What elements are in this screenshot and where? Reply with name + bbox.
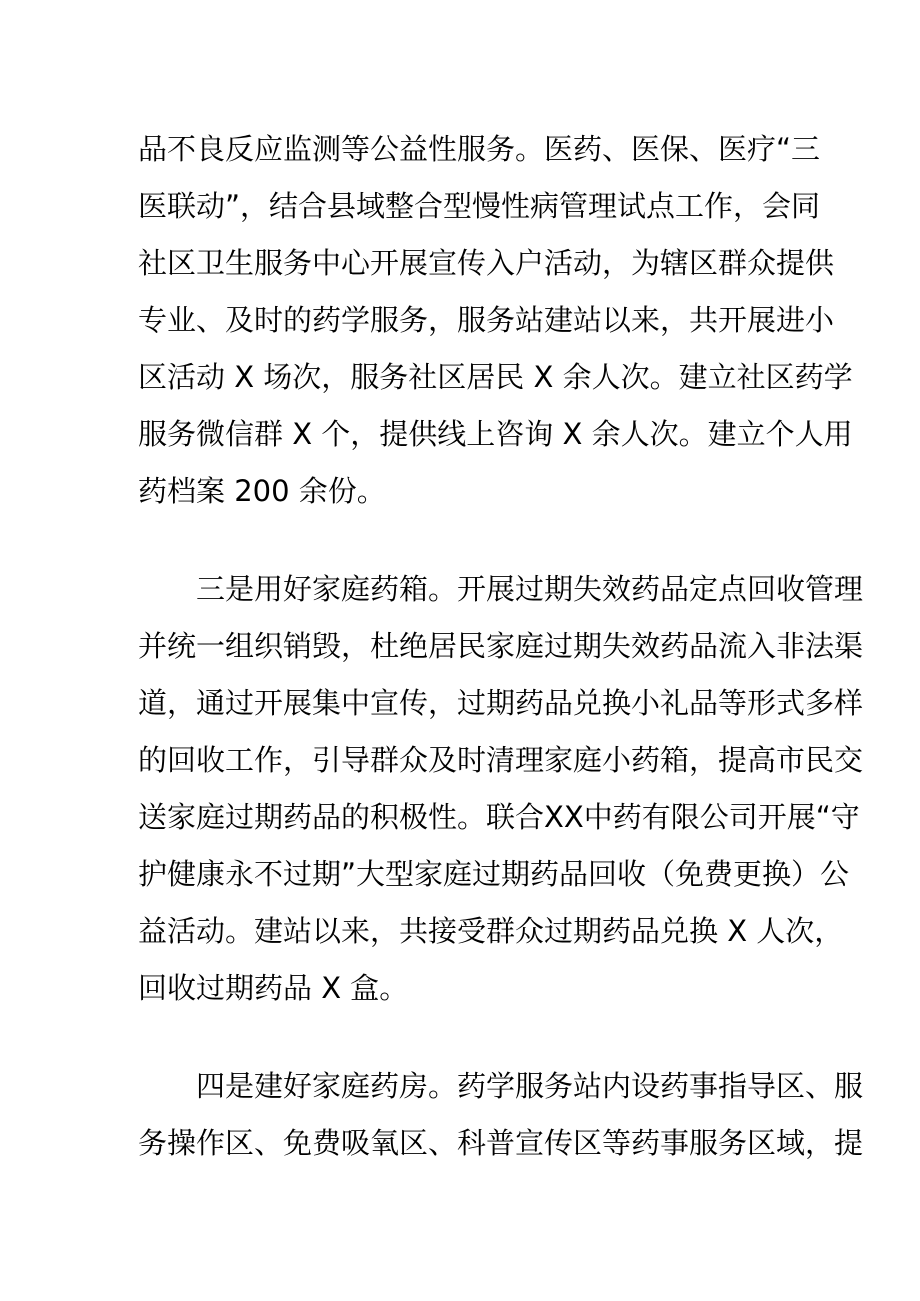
text-line: 三是用好家庭药箱。开展过期失效药品定点回收管理 (196, 572, 864, 606)
text-line: 益活动。建站以来，共接受群众过期药品兑换 X 人次， (138, 914, 844, 948)
text-line: 专业、及时的药学服务，服务站建站以来，共开展进小 (138, 303, 835, 337)
text-line: 服务微信群 X 个，提供线上咨询 X 余人次。建立个人用 (138, 417, 853, 451)
text-line: 送家庭过期药品的积极性。联合XX中药有限公司开展“守 (138, 800, 860, 834)
text-line: 四是建好家庭药房。药学服务站内设药事指导区、服 (196, 1069, 864, 1103)
text-line: 区活动 X 场次，服务社区居民 X 余人次。建立社区药学 (138, 360, 853, 394)
text-line: 的回收工作，引导群众及时清理家庭小药箱，提高市民交 (138, 743, 864, 777)
text-line: 并统一组织销毁，杜绝居民家庭过期失效药品流入非法渠 (138, 629, 864, 663)
text-line: 务操作区、免费吸氧区、科普宣传区等药事服务区域，提 (138, 1126, 864, 1160)
text-line: 道，通过开展集中宣传，过期药品兑换小礼品等形式多样 (138, 686, 864, 720)
text-line: 护健康永不过期”大型家庭过期药品回收（免费更换）公 (138, 857, 850, 891)
text-line: 回收过期药品 X 盒。 (138, 971, 409, 1005)
text-line: 药档案 200 余份。 (138, 474, 386, 508)
text-line: 社区卫生服务中心开展宣传入户活动，为辖区群众提供 (138, 246, 835, 280)
text-line: 医联动”，结合县域整合型慢性病管理试点工作，会同 (138, 189, 821, 223)
text-line: 品不良反应监测等公益性服务。医药、医保、医疗“三 (138, 132, 821, 166)
